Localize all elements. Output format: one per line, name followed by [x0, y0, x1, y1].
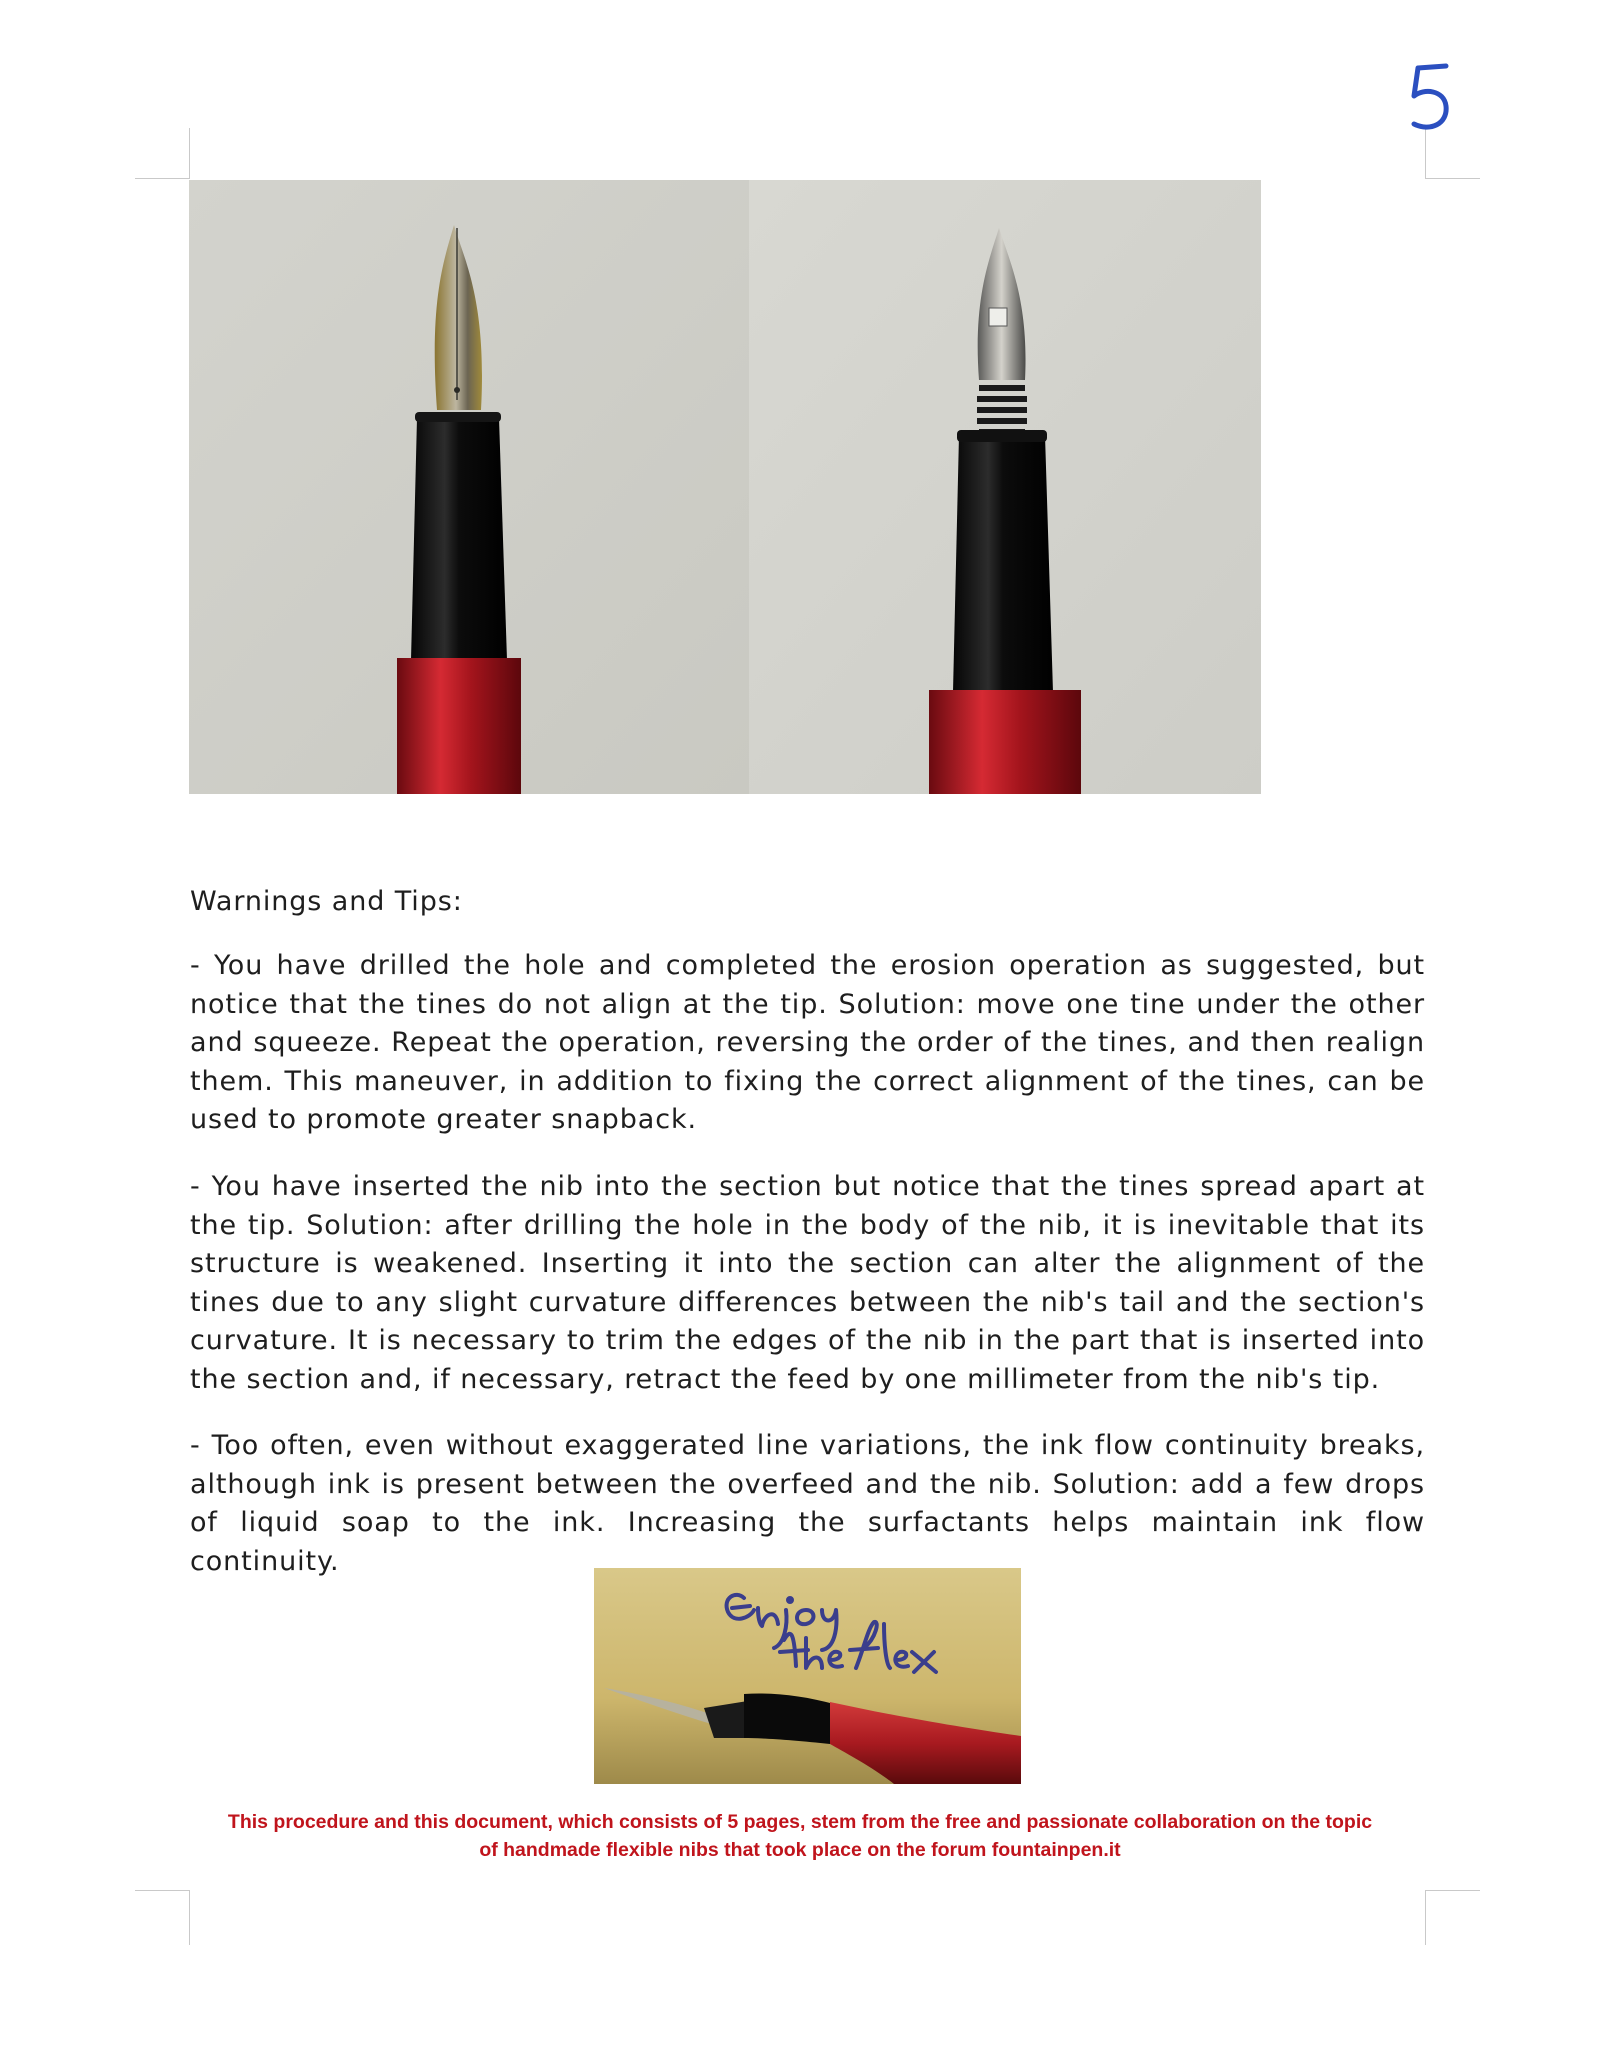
crop-mark-top-left-h: [135, 178, 190, 179]
crop-mark-top-left-v: [189, 128, 190, 179]
warnings-heading: Warnings and Tips:: [190, 886, 463, 917]
crop-mark-bottom-left-v: [189, 1890, 190, 1945]
tip-paragraph-tine-alignment: - You have drilled the hole and completed the erosion operation as suggested, but notice that the tines do not align at the tip. Solution: move one tine under the other and squeeze. Repeat the operation, reversing the order of the tines, and then realign them. This maneuver, in addition to fixing the correct alignment of the tines, can be used to promote greater snapback.: [190, 950, 1425, 1135]
crop-mark-top-right-h: [1425, 178, 1480, 179]
crop-mark-bottom-left-h: [135, 1890, 190, 1891]
footer-line-2: of handmade flexible nibs that took place on the forum fountainpen.it: [479, 1839, 1121, 1861]
crop-mark-bottom-right-v: [1425, 1890, 1426, 1945]
handwritten-page-number: [1400, 52, 1460, 142]
crop-mark-bottom-right-h: [1425, 1890, 1480, 1891]
pen-photos: [189, 180, 1261, 794]
tip-paragraph-ink-flow: - Too often, even without exaggerated line variations, the ink flow continuity breaks, although ink is present between the overfeed and the nib. Solution: add a few drops of liquid soap to the ink. Increasing the surfactants helps maintain ink flow continuity.: [190, 1430, 1425, 1577]
tip-paragraph-tines-spread: - You have inserted the nib into the section but notice that the tines spread apart at the tip. Solution: after drilling the hole in the body of the nib, it is inevitable that its structure is weakened. Inserting it into the section can alter the alignment of the tines due to any slight curvature differences between the nib's tail and the section's curvature. It is necessary to trim the edges of the nib in the part that is inserted into the section and, if necessary, retract the feed by one millimeter from the nib's tip.: [190, 1171, 1425, 1395]
enjoy-the-flex-photo: [594, 1568, 1021, 1784]
document-footer: [160, 1808, 1440, 1864]
footer-line-1: This procedure and this document, which consists of 5 pages, stem from the free and passionate collaboration on the topic: [227, 1811, 1373, 1833]
